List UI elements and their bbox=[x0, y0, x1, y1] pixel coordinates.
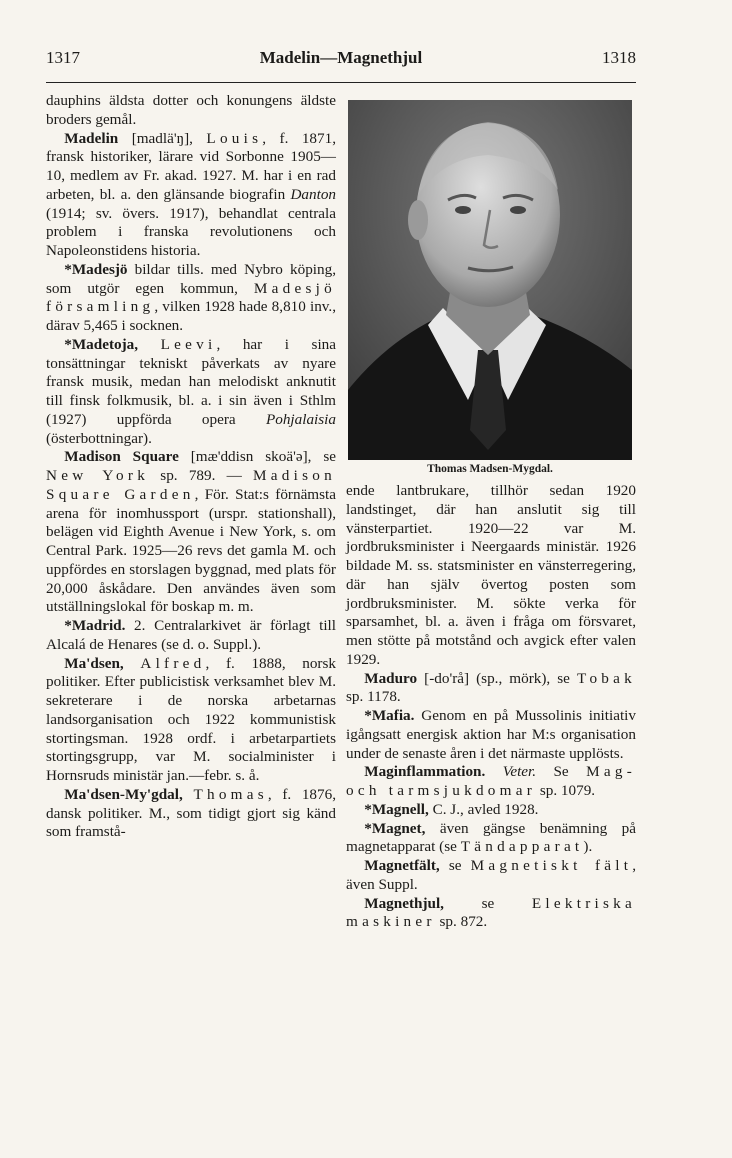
entry-madrid: *Madrid. 2. Centralarkivet är förlagt till Alcalá de Henares (se d. o. Suppl.). bbox=[46, 617, 336, 653]
running-title: Madelin—Magnethjul bbox=[259, 48, 423, 67]
entry-madsen-mygdal-continued: ende lantbrukare, tillhör sedan 1920 landstinget, där han anslutit sig till vänsterpartiet. 1920—22 var M. jordbruksminister i Neergaards ministär. 1926 bildade M. ss. statsminister en vänsterregering, där han själv övertog posten som jordbruksminister. M. sökte verka för sparsamhet, bl. a. även i fråga om försvaret, men stötte på motstånd och avgick efter valen 1929. bbox=[346, 482, 636, 668]
entry-magnet: *Magnet, även gängse benämning på magnetapparat (se Tändapparat). bbox=[346, 819, 636, 856]
right-column bbox=[346, 482, 636, 932]
entry-mafia: *Mafia. Genom en på Mussolinis initiativ igångsatt energisk aktion har M:s organisation under de senaste åren i det närmaste upplösts. bbox=[346, 707, 636, 762]
entry-madsen-mygdal: Ma'dsen-My'gdal, Thomas, f. 1876, dansk politiker. M., som tidigt gjort sig känd som framstå- bbox=[46, 785, 337, 841]
entry-magnethjul: Magnethjul, se Elektriska maskiner sp. 872. bbox=[346, 894, 636, 931]
page-header bbox=[46, 48, 636, 74]
portrait-illustration bbox=[348, 100, 632, 460]
entry-magnetfalt: Magnetfält, se Magnetiskt fält, även Suppl. bbox=[346, 857, 636, 893]
entry-madesjo: *Madesjö bildar tills. med Nybro köping, som utgör egen kommun, Madesjö församling, vilken 1928 hade 8,810 inv., därav 5,465 i socknen. bbox=[46, 260, 336, 334]
portrait-photo bbox=[348, 100, 632, 460]
entry-maginflammation: Maginflammation. Veter. Se Mag- och tarmsjukdomar sp. 1079. bbox=[346, 763, 637, 799]
entry-madsen: Ma'dsen, Alfred, f. 1888, norsk politiker. Efter publicistisk verksamhet blev M. sekreterare i de norska arbetarnas landsorganisation och 1922 kommunistisk stortingsman. 1928 ordf. i arbetarpartiets stortingsgrupp, var M. socialminister i Hornsruds ministär jan.—febr. s. å. bbox=[46, 654, 336, 784]
page-number-left: 1317 bbox=[46, 48, 80, 67]
page-number-right: 1318 bbox=[601, 48, 636, 67]
entry-madelin: Madelin [madlä'ŋ], Louis, f. 1871, fransk historiker, lärare vid Sorbonne 1905—10, medlem av Fr. akad. 1927. M. har i en rad arbeten, bl. a. den glänsande biografin Danton (1914; sv. övers. 1917), behandlat centrala problem i franska revolutionens och Napoleonstidens historia. bbox=[46, 129, 336, 259]
left-column bbox=[46, 92, 336, 842]
entry-magnell: *Magnell, C. J., avled 1928. bbox=[364, 800, 539, 818]
header-rule bbox=[46, 82, 636, 83]
entry-madison-square: Madison Square [mæ'ddisn skoä'ə], se New York sp. 789. — Madison Square Garden, För. Stat:s förnämsta arena för inomhussport (urspr. stationshall), belägen vid Eighth Avenue i New York, s. om Central Park. 1925—26 revs det gamla M. och uppfördes en storslagen byggnad, med plats för 20,000 åskådare. Den användes även som utställningslokal för boskap m. m. bbox=[46, 448, 336, 616]
entry-maduro: Maduro [-do'rå] (sp., mörk), se Tobak sp. 1178. bbox=[346, 669, 636, 706]
photo-caption: Thomas Madsen-Mygdal. bbox=[427, 463, 553, 475]
entry-madetoja: *Madetoja, Leevi, har i sina tonsättningar tekniskt påverkats av nyare fransk musik, medan han melodiskt anknutit till finsk folkmusik, bl. a. i sin även i Sthlm (1927) uppförda opera Pohjalaisia (österbottningar). bbox=[46, 335, 337, 447]
entry-continuation: dauphins äldsta dotter och konungens äldste broders gemål. bbox=[46, 92, 336, 128]
